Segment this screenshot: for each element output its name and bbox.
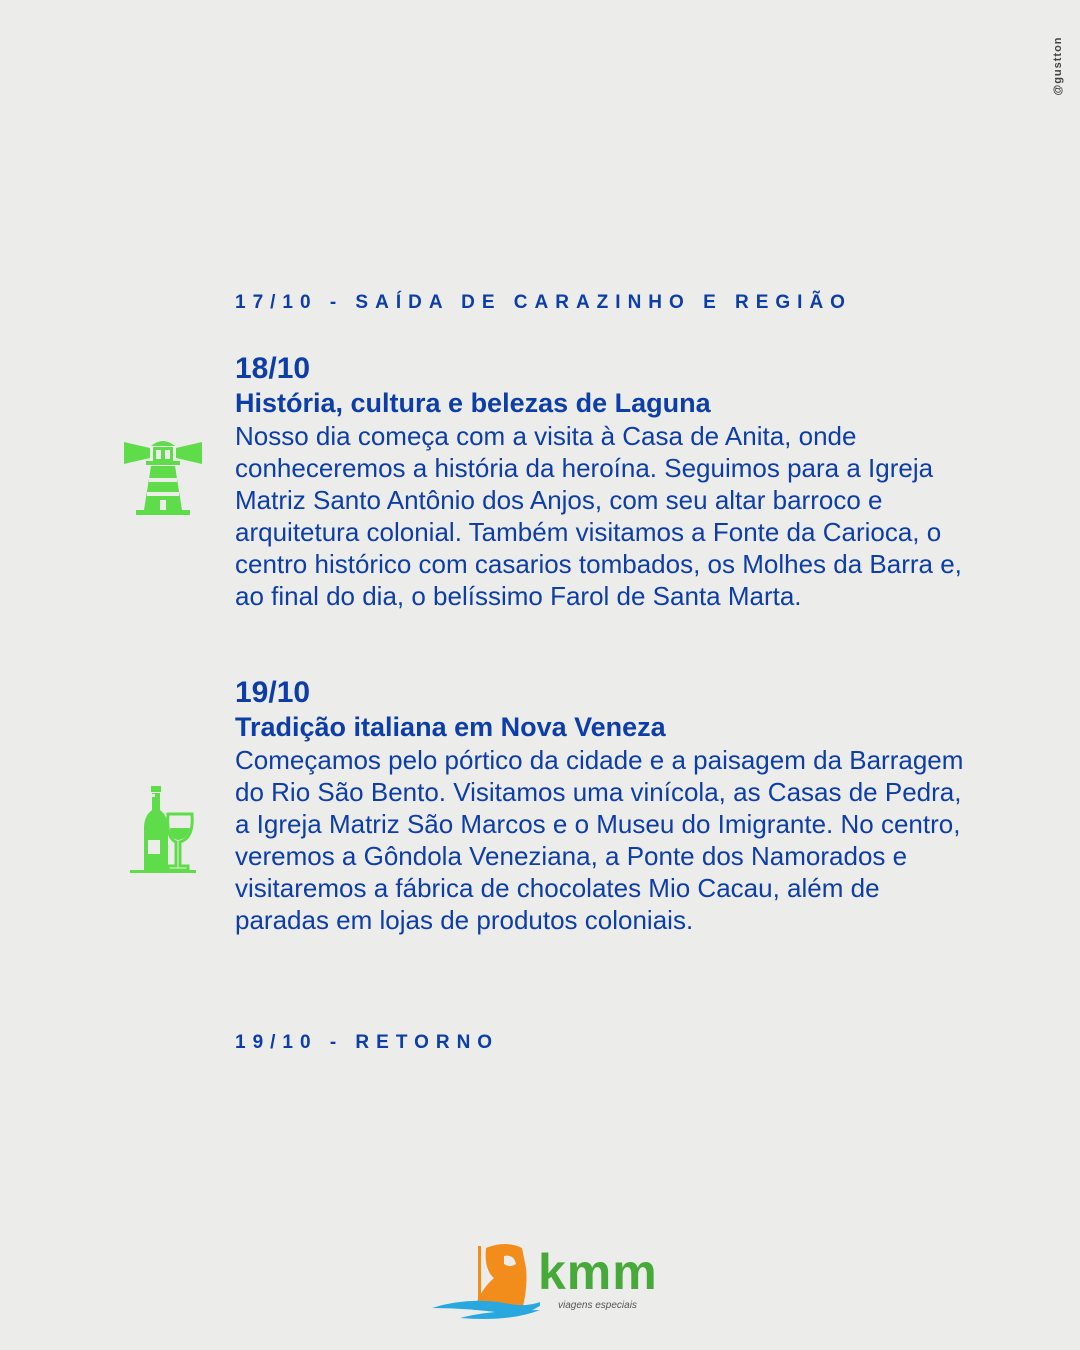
author-handle: @gustton [1052,36,1064,96]
lighthouse-icon [120,434,206,516]
day-date: 18/10 [235,352,311,385]
day-date: 19/10 [235,676,311,709]
logo-tagline: viagens especiais [558,1300,637,1311]
wine-bottle-glass-icon [128,784,198,874]
day-description: Começamos pelo pórtico da cidade e a paisagem da Barragem do Rio São Bento. Visitamos uma vinícola, as Casas de Pedra, a Igreja Matriz São Marcos e o Museu do Imigrante. No centro, veremos a Gôndola Veneziana, a Ponte dos Namorados e visitaremos a fábrica de chocolates Mio Cacau, além de paradas em lojas de produtos coloniais. [235,745,964,935]
day-title: História, cultura e belezas de Laguna [235,388,711,418]
day-description: Nosso dia começa com a visita à Casa de Anita, onde conheceremos a história da heroína. Seguimos para a Igreja Matriz Santo Antônio dos Anjos, com seu altar barroco e arquitetura colonial. Também visitamos a Fonte da Carioca, o centro histórico com casarios tombados, os Molhes da Barra e, ao final do dia, o belíssimo Farol de Santa Marta. [235,421,962,611]
logo-name: kmm [538,1244,658,1300]
day-block-1 [235,352,975,612]
day-block-2 [235,676,975,936]
return-line: 19/10 - RETORNO [235,1032,500,1053]
departure-line: 17/10 - SAÍDA DE CARAZINHO E REGIÃO [235,292,852,313]
day-title: Tradição italiana em Nova Veneza [235,712,666,742]
kmm-logo [430,1238,660,1328]
kmm-logo-mark [430,1238,540,1328]
